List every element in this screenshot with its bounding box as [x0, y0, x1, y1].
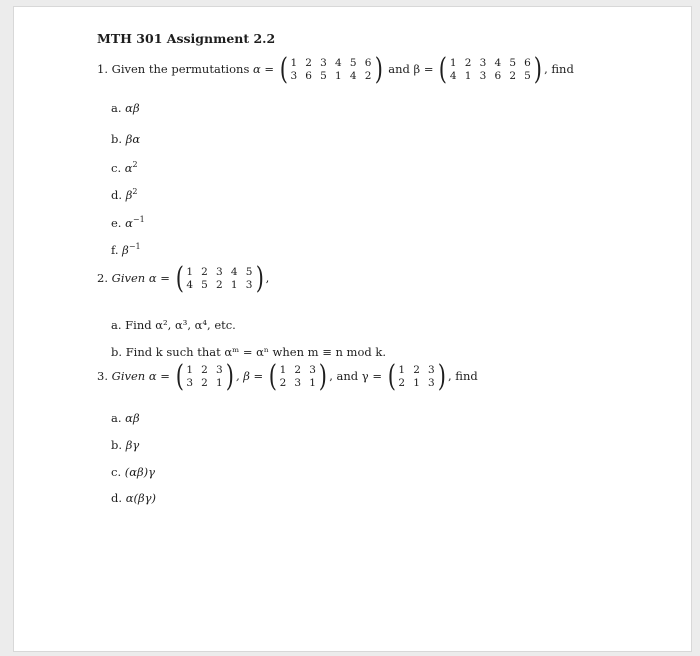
problem-3-beta-eq: , β =: [235, 369, 264, 383]
problem-3: [97, 359, 478, 394]
assignment-title: MTH 301 Assignment 2.2: [97, 31, 276, 46]
alpha-eq: α =: [253, 62, 275, 76]
problem-1-part-e: e. $\alpha^{-1}$: [111, 215, 145, 230]
problem-3-part-d: d. α(βγ): [111, 491, 156, 505]
problem-3-and-gamma: , and γ =: [329, 369, 382, 383]
problem-2-tail: ,: [265, 271, 270, 285]
problem-1-tail: , find: [544, 62, 574, 76]
problem-1-part-f: f. $\beta^{-1}$: [111, 242, 141, 257]
problem-1-part-a: a. αβ: [111, 101, 140, 115]
problem-1-part-d: d. $\beta^2$: [111, 187, 138, 202]
problem-1-part-c: c. $\alpha^2$: [111, 160, 138, 175]
document-page: [13, 6, 692, 652]
problem-2-intro: Given α =: [111, 271, 170, 285]
and-beta: and β =: [388, 62, 434, 76]
problem-2-alpha-matrix: ( 1 2 3 4 5 4 5 2 1 3 ): [175, 261, 264, 296]
beta-top-row: 1 2 3 4 5 6: [449, 57, 532, 69]
problem-2-alpha-bottom-row: 4 5 2 1 3: [186, 279, 253, 291]
alpha-bottom-row: 3 6 5 1 4 2: [290, 70, 372, 82]
problem-3-beta-matrix: ( 1 2 3 2 3 1 ): [268, 359, 328, 394]
problem-1-part-b: b. βα: [111, 132, 141, 146]
alpha-top-row: 1 2 3 4 5 6: [290, 57, 372, 69]
problem-1-intro: Given the permutations: [111, 62, 250, 76]
problem-3-tail: , find: [447, 369, 478, 383]
beta-matrix: ( 1 2 3 4 5 6 4 1 3 6 2 5 ): [438, 52, 543, 87]
problem-2-part-b: b. Find k such that αᵐ = αⁿ when m ≡ n mod k.: [111, 345, 387, 359]
problem-3-part-c: c. (αβ)γ: [111, 465, 156, 479]
beta-bottom-row: 4 1 3 6 2 5: [449, 70, 532, 82]
problem-3-part-b: b. βγ: [111, 438, 140, 452]
problem-1: [97, 52, 574, 87]
problem-3-number: 3.: [97, 369, 108, 383]
problem-3-part-a: a. αβ: [111, 411, 140, 425]
problem-1-number: 1.: [97, 62, 108, 76]
problem-3-alpha-matrix: ( 1 2 3 3 2 1 ): [175, 359, 235, 394]
alpha-matrix: ( 1 2 3 4 5 6 3 6 5 1 4 2 ): [279, 52, 383, 87]
problem-2-number: 2.: [97, 271, 108, 285]
problem-2: [97, 261, 270, 296]
problem-3-intro: Given α =: [111, 369, 170, 383]
problem-3-gamma-matrix: ( 1 2 3 2 1 3 ): [387, 359, 447, 394]
problem-2-part-a: a. Find α², α³, α⁴, etc.: [111, 318, 236, 332]
problem-2-alpha-top-row: 1 2 3 4 5: [186, 266, 253, 278]
